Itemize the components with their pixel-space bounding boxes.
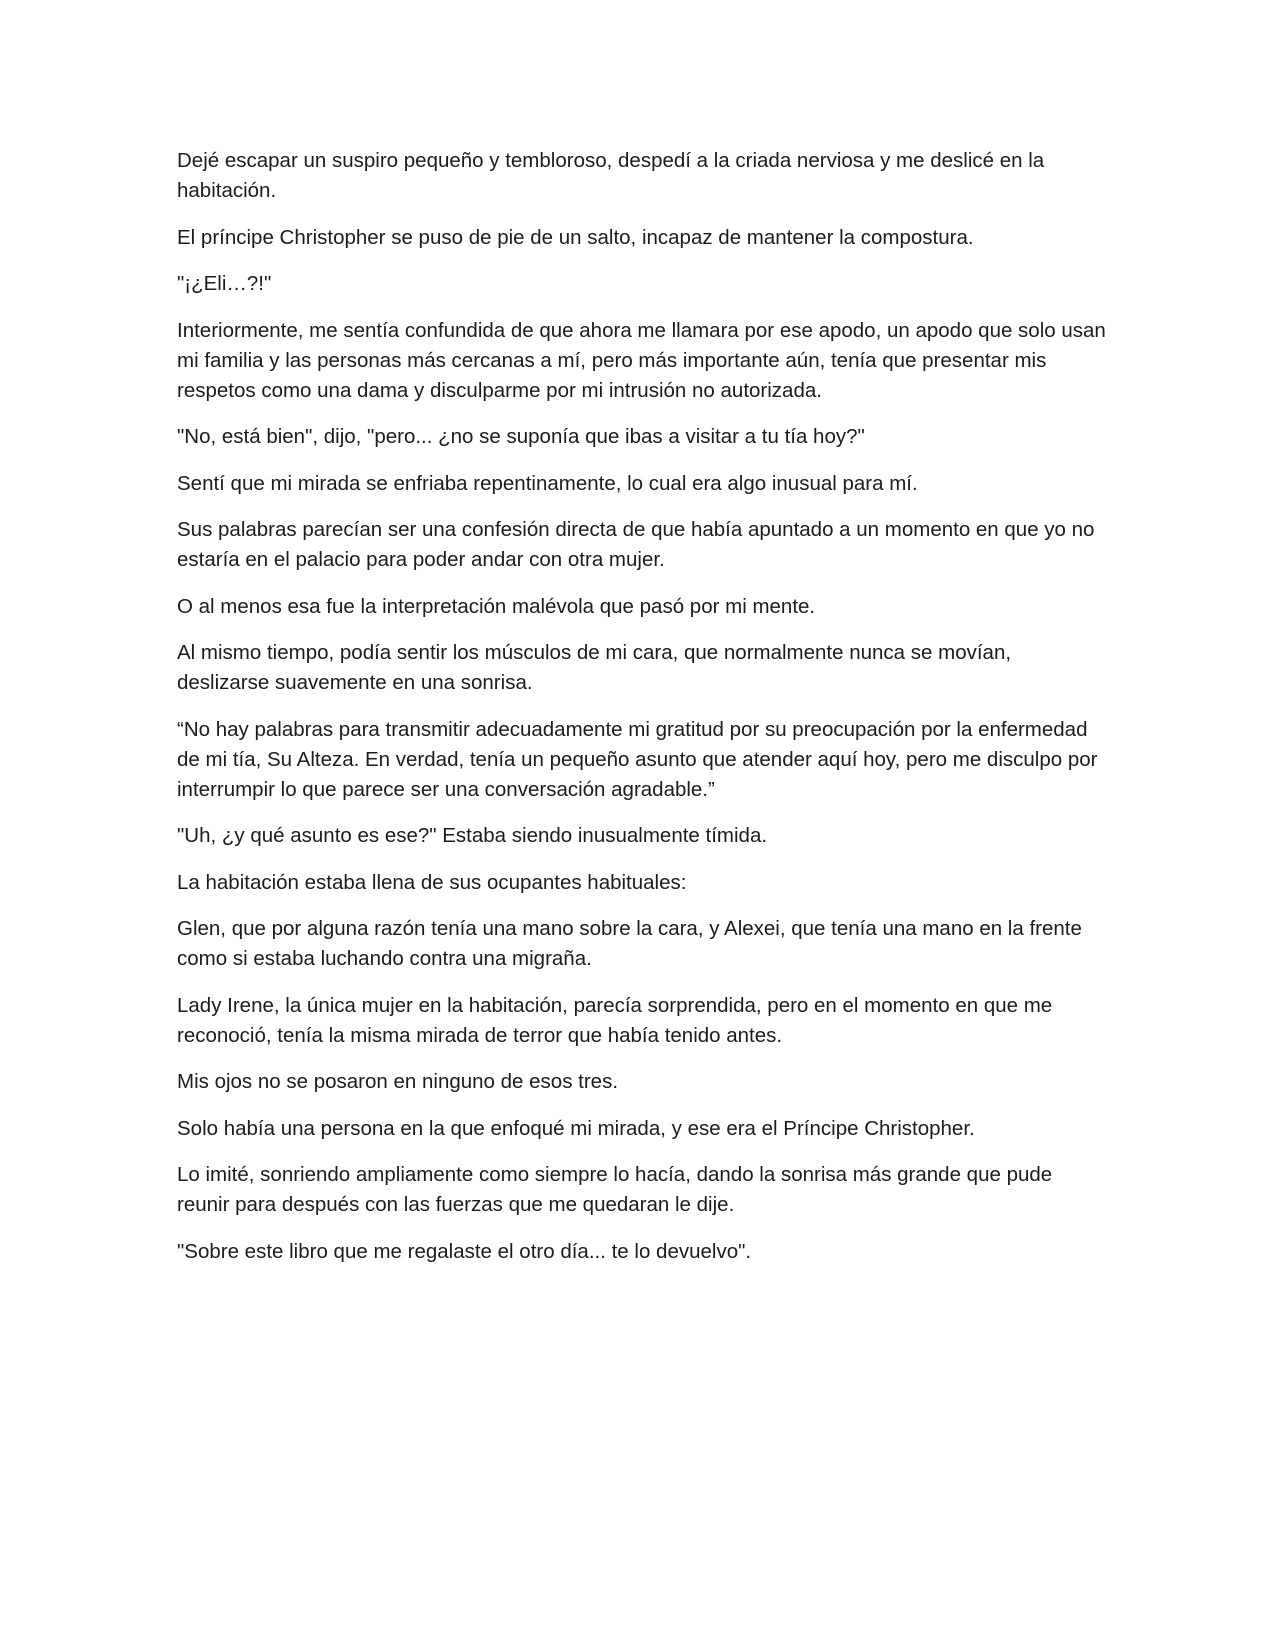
paragraph: Interiormente, me sentía confundida de que ahora me llamara por ese apodo, un apodo que solo usan mi familia y las personas más cercanas a mí, pero más importante aún, tenía que presentar mis respetos como una dama y disculparme por mi intrusión no autorizada. [177, 318, 1106, 402]
paragraph: "¡¿Eli…?!" [177, 272, 272, 295]
paragraph: La habitación estaba llena de sus ocupantes habituales: [177, 870, 687, 894]
paragraph: Lady Irene, la única mujer en la habitación, parecía sorprendida, pero en el momento en que me reconoció, tenía la misma mirada de terror que había tenido antes. [177, 993, 1053, 1047]
paragraph: Al mismo tiempo, podía sentir los músculos de mi cara, que normalmente nunca se movían, deslizarse suavemente en una sonrisa. [177, 641, 1012, 694]
document-body [177, 146, 1107, 1283]
paragraph: Solo había una persona en la que enfoqué mi mirada, y ese era el Príncipe Christopher. [177, 1116, 975, 1140]
paragraph: Mis ojos no se posaron en ninguno de esos tres. [177, 1070, 619, 1093]
paragraph: “No hay palabras para transmitir adecuadamente mi gratitud por su preocupación por la enfermedad de mi tía, Su Alteza. En verdad, tenía un pequeño asunto que atender aquí hoy, pero me disculpo por interrumpir lo que parece ser una conversación agradable.” [177, 717, 1098, 801]
paragraph: El príncipe Christopher se puso de pie de un salto, incapaz de mantener la compostura. [177, 225, 974, 249]
paragraph: "No, está bien", dijo, "pero... ¿no se suponía que ibas a visitar a tu tía hoy?" [177, 425, 865, 448]
paragraph: "Sobre este libro que me regalaste el otro día... te lo devuelvo". [177, 1239, 752, 1263]
paragraph: Sus palabras parecían ser una confesión directa de que había apuntado a un momento en que yo no estaría en el palacio para poder andar con otra mujer. [177, 518, 1095, 571]
paragraph: "Uh, ¿y qué asunto es ese?" Estaba siendo inusualmente tímida. [177, 824, 768, 847]
paragraph: Sentí que mi mirada se enfriaba repentinamente, lo cual era algo inusual para mí. [177, 471, 918, 495]
paragraph: Lo imité, sonriendo ampliamente como siempre lo hacía, dando la sonrisa más grande que pude reunir para después con las fuerzas que me quedaran le dije. [177, 1163, 1053, 1216]
paragraph: Dejé escapar un suspiro pequeño y tembloroso, despedí a la criada nerviosa y me deslicé en la habitación. [177, 149, 1045, 202]
paragraph: O al menos esa fue la interpretación malévola que pasó por mi mente. [177, 594, 816, 618]
paragraph: Glen, que por alguna razón tenía una mano sobre la cara, y Alexei, que tenía una mano en la frente como si estaba luchando contra una migraña. [177, 917, 1082, 970]
